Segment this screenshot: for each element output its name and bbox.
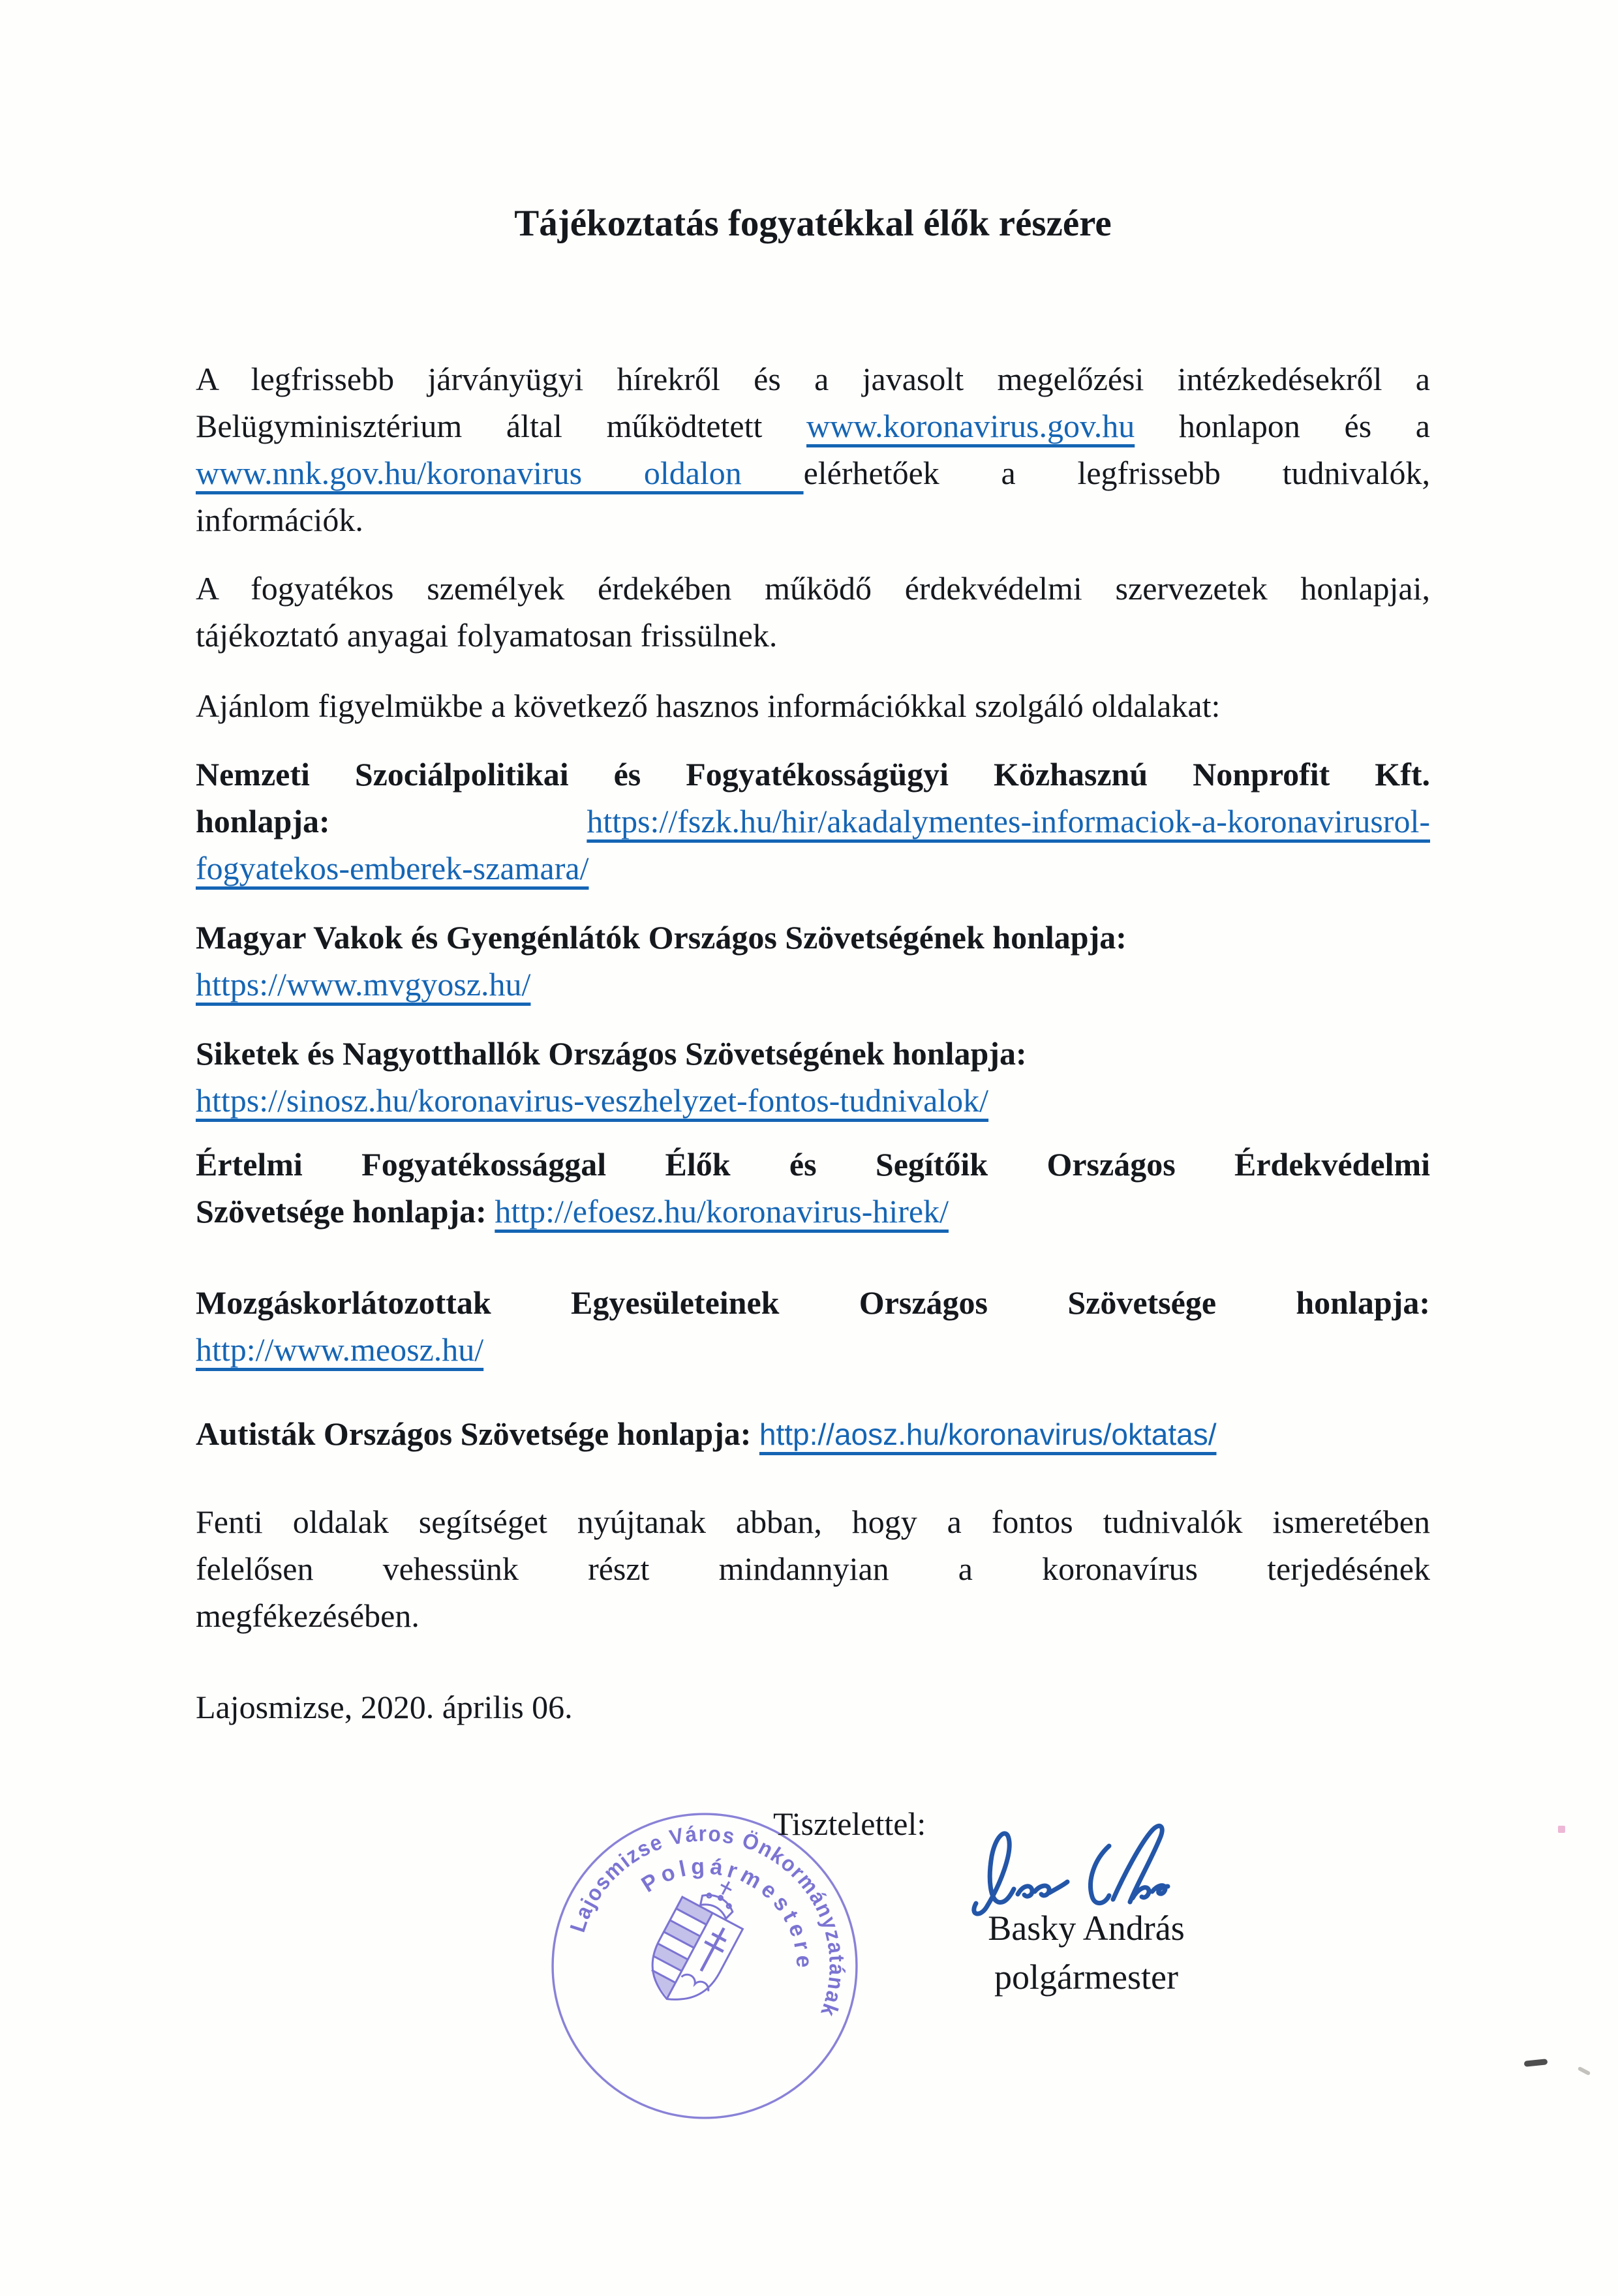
- document-title: Tájékoztatás fogyatékkal élők részére: [514, 203, 1112, 244]
- text-line: [196, 845, 1430, 892]
- link-sinosz-hu[interactable]: https://sinosz.hu/koronavirus-veszhelyzet-fontos-tudnivalok/: [196, 1082, 989, 1119]
- text-line: Fenti oldalak segítséget nyújtanak abban, hogy a fontos tudnivalók ismeretében: [196, 1503, 1430, 1540]
- text-line: felelősen vehessünk részt mindannyian a koronavírus terjedésének: [196, 1550, 1430, 1587]
- text-line: Belügyminisztérium által működtetett www.koronavirus.gov.hu honlapon és a: [196, 408, 1430, 444]
- org-heading: Értelmi Fogyatékossággal Élők és Segítőik Országos Érdekvédelmi: [196, 1146, 1430, 1183]
- org-section-mvgyosz: [196, 914, 1430, 1008]
- link-meosz-hu[interactable]: http://www.meosz.hu/: [196, 1331, 484, 1368]
- paragraph-recommendation: [196, 682, 1430, 729]
- closing-salutation: Tisztelettel:: [773, 1805, 926, 1842]
- text-line: A legfrissebb járványügyi hírekről és a javasolt megelőzési intézkedésekről a: [196, 361, 1430, 397]
- signer-name: Basky András: [988, 1909, 1185, 1948]
- text-line: Autisták Országos Szövetsége honlapja: http://aosz.hu/koronavirus/oktatas/: [196, 1415, 1217, 1452]
- org-section-sinosz: [196, 1030, 1430, 1124]
- org-section-meosz: [196, 1279, 1430, 1373]
- date-line: [196, 1684, 1430, 1730]
- scan-artifact-dot: [1558, 1826, 1565, 1833]
- text-line: Lajosmizse, 2020. április 06.: [196, 1689, 573, 1725]
- text-line: tájékoztató anyagai folyamatosan frissülnek.: [196, 617, 778, 654]
- link-aosz-hu[interactable]: http://aosz.hu/koronavirus/oktatas/: [759, 1417, 1217, 1451]
- text-line: [196, 961, 1430, 1008]
- signature-scribble: [958, 1819, 1258, 1936]
- text-line: A fogyatékos személyek érdekében működő érdekvédelmi szervezetek honlapjai,: [196, 570, 1430, 607]
- text-line: Ajánlom figyelmükbe a következő hasznos információkkal szolgáló oldalakat:: [196, 687, 1221, 724]
- paragraph-closing-statement: [196, 1498, 1430, 1639]
- text-line: [196, 1326, 1430, 1373]
- org-heading: Nemzeti Szociálpolitikai és Fogyatékosságügyi Közhasznú Nonprofit Kft.: [196, 756, 1430, 793]
- text-line: honlapja: https://fszk.hu/hir/akadalymentes-informaciok-a-koronavirusrol-: [196, 803, 1430, 839]
- org-heading: Mozgáskorlátozottak Egyesületeinek Országos Szövetsége honlapja:: [196, 1284, 1430, 1321]
- org-section-aosz: [196, 1410, 1430, 1457]
- org-section-efoesz: [196, 1141, 1430, 1235]
- scan-artifact-dash: [1524, 2059, 1548, 2067]
- official-round-stamp: [547, 1808, 862, 2124]
- stamp-inner-text: Polgármestere: [637, 1854, 817, 1973]
- stamp-ring-text: Lajosmizse Város Önkormányzatának: [566, 1822, 849, 2021]
- scan-artifact-mark: [1578, 2066, 1591, 2076]
- text-line: információk.: [196, 502, 363, 538]
- link-fszk-hu-continued[interactable]: fogyatekos-emberek-szamara/: [196, 850, 589, 886]
- text-line: megfékezésében.: [196, 1597, 420, 1634]
- link-fszk-hu[interactable]: https://fszk.hu/hir/akadalymentes-informaciok-a-koronavirusrol-: [587, 803, 1430, 839]
- org-heading: Siketek és Nagyotthallók Országos Szövetségének honlapja:: [196, 1035, 1027, 1072]
- link-mvgyosz-hu[interactable]: https://www.mvgyosz.hu/: [196, 966, 531, 1003]
- text-line: Szövetsége honlapja: http://efoesz.hu/koronavirus-hirek/: [196, 1193, 949, 1230]
- org-section-fszk: [196, 751, 1430, 892]
- text-line: www.nnk.gov.hu/koronavirus oldalon elérhetőek a legfrissebb tudnivalók,: [196, 455, 1430, 491]
- link-koronavirus-gov-hu[interactable]: www.koronavirus.gov.hu: [806, 408, 1135, 444]
- signer-role: polgármester: [994, 1957, 1178, 1997]
- link-efoesz-hu[interactable]: http://efoesz.hu/koronavirus-hirek/: [495, 1193, 949, 1230]
- org-heading: Magyar Vakok és Gyengénlátók Országos Szövetségének honlapja:: [196, 919, 1127, 956]
- text-line: [196, 1077, 1430, 1124]
- link-nnk-gov-hu[interactable]: www.nnk.gov.hu/koronavirus oldalon: [196, 455, 804, 491]
- paragraph-intro: [196, 355, 1430, 543]
- paragraph-advocacy: [196, 565, 1430, 659]
